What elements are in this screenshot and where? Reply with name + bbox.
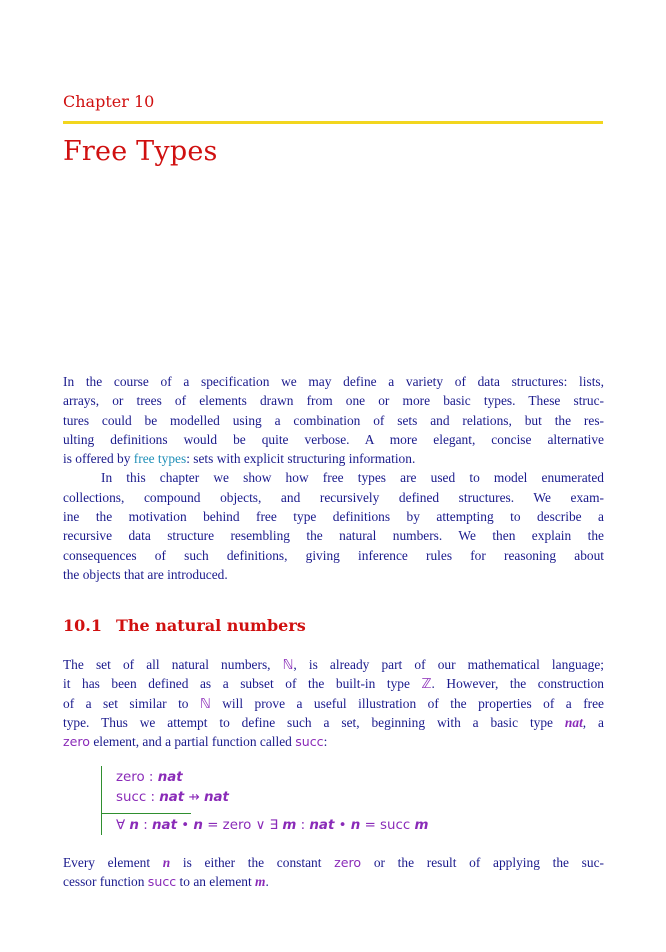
schema-declaration-zero (116, 770, 183, 785)
pred-text: = zero ∨ ∃ (202, 818, 283, 833)
section-title: The natural numbers (116, 616, 306, 635)
var-n: n (129, 818, 139, 833)
text-line (63, 853, 604, 872)
text-span: element, and a partial function called (89, 734, 296, 750)
pred-text: • (176, 818, 194, 833)
var-m: m (282, 818, 297, 833)
text-line (63, 449, 604, 468)
schema-declaration-succ (116, 790, 229, 805)
text-line: arrays, or trees of elements drawn from one or more basic types. These struc- (63, 393, 604, 409)
chapter-title: Free Types (63, 136, 218, 167)
var-m: m (414, 818, 429, 833)
pred-text: • (334, 818, 351, 833)
text-span: is either the constant (170, 855, 335, 870)
glossary-term-free-types[interactable]: free types (133, 451, 187, 467)
schema-vertical-rule (101, 766, 102, 835)
partial-function-arrow: ⇸ (184, 790, 204, 805)
text-line: collections, compound objects, and recursively defined structures. We exam- (63, 489, 604, 505)
text-line (63, 674, 604, 693)
pred-text: = succ (360, 818, 415, 833)
text-span: to an element (176, 874, 256, 890)
text-line: ulting definitions would be quite verbose. A more elegant, concise alternative (63, 431, 604, 447)
var-m: m (255, 874, 266, 890)
text-line (63, 655, 604, 674)
text-span: . However, the construction (431, 676, 604, 692)
intro-paragraph-1 (63, 372, 604, 584)
text-span: or the result of applying the suc- (361, 855, 604, 870)
text-span: will prove a useful illustration of the properties of a free (210, 695, 604, 711)
schema-horizontal-rule (101, 813, 191, 814)
decl-text: zero : (116, 770, 158, 785)
schema-predicate (116, 818, 428, 833)
type-nat: nat (157, 770, 183, 785)
type-nat: nat (152, 818, 177, 833)
chapter-label: Chapter 10 (63, 92, 155, 111)
text-line: ine the motivation behind free type definitions by attempting to describe a (63, 509, 604, 525)
text-span: is offered by (63, 451, 134, 467)
text-span: , is already part of our mathematical language; (293, 657, 604, 672)
type-nat: nat (309, 818, 335, 833)
decl-text: succ : (116, 790, 160, 805)
text-span: cessor function (63, 874, 148, 890)
var-n: n (162, 855, 171, 870)
var-n: n (193, 818, 203, 833)
naturals-symbol: ℕ (282, 657, 294, 672)
text-line: the objects that are introduced. (63, 566, 228, 582)
text-span: of a set similar to (63, 695, 200, 711)
closing-paragraph (63, 853, 604, 892)
type-nat: nat (203, 790, 229, 805)
text-line: In this chapter we show how free types are used to model enumerated (101, 470, 604, 486)
text-line (63, 732, 604, 751)
text-span: type. Thus we attempt to define such a set, beginning with a basic type (63, 714, 565, 730)
var-n: n (350, 818, 361, 833)
text-line: recursive data structure resembling the natural numbers. We then explain the (63, 528, 604, 544)
text-line: consequences of such definitions, giving inference rules for reasoning about (63, 547, 604, 563)
section-paragraph (63, 655, 604, 751)
text-line (63, 694, 604, 713)
function-succ: succ (295, 734, 324, 750)
constant-zero: zero (334, 855, 362, 870)
section-heading (63, 616, 306, 635)
forall-symbol: ∀ (116, 818, 130, 833)
integers-symbol: ℤ (421, 676, 432, 692)
text-line (63, 713, 604, 732)
text-span: : sets with explicit structuring information. (186, 451, 416, 467)
text-line: tures could be modelled using a combination of sets and relations, but the res- (63, 412, 604, 428)
type-nat: nat (159, 790, 185, 805)
text-span: . (265, 874, 269, 890)
pred-text: : (296, 818, 310, 833)
chapter-rule (63, 121, 603, 124)
text-span: , a (582, 714, 604, 730)
function-succ: succ (147, 874, 177, 890)
text-line (63, 872, 604, 891)
text-span: : (323, 734, 328, 750)
constant-zero: zero (63, 734, 90, 750)
naturals-symbol: ℕ (200, 695, 211, 711)
text-span: The set of all natural numbers, (63, 657, 283, 672)
text-line: In the course of a specification we may define a variety of data structures: lists, (63, 374, 604, 389)
text-span: it has been defined as a subset of the built-in type (63, 676, 422, 692)
type-nat: nat (564, 714, 583, 730)
pred-text: : (138, 818, 152, 833)
text-span: Every element (63, 855, 163, 870)
section-number: 10.1 (63, 616, 102, 635)
